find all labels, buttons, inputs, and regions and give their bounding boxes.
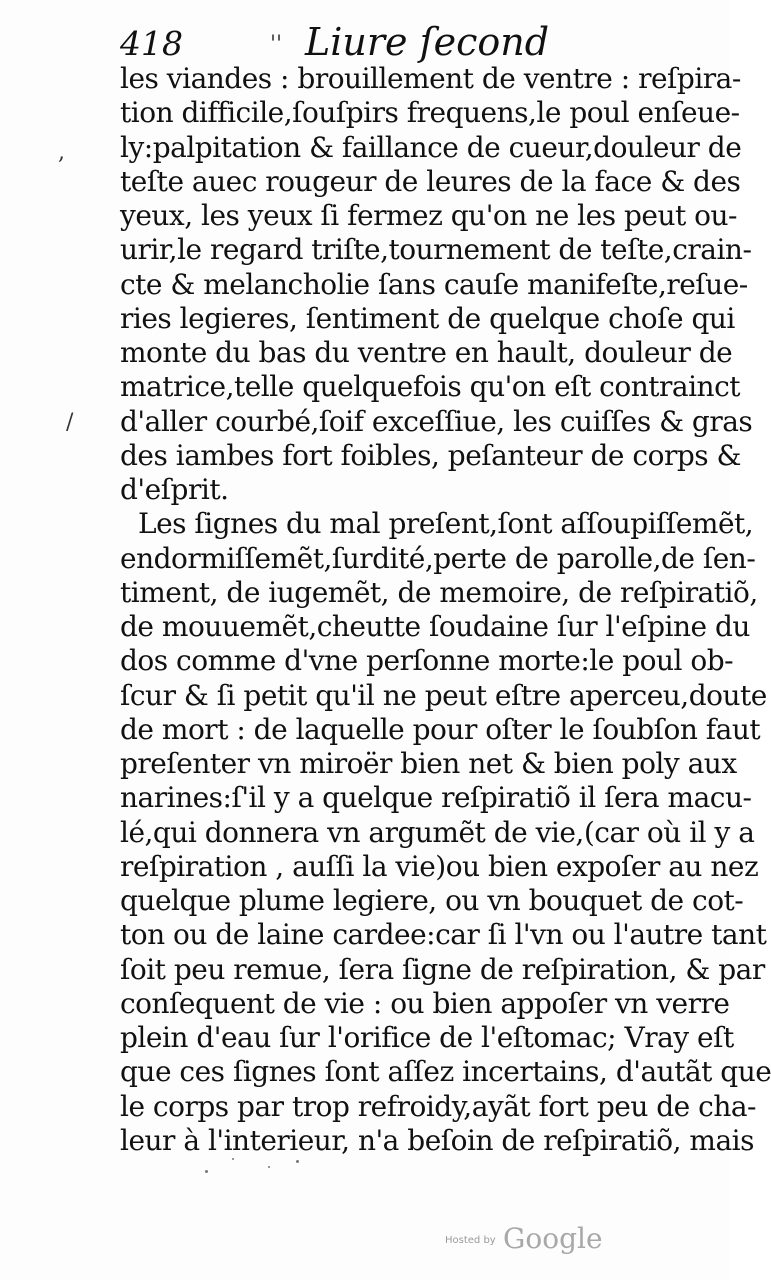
hosted-by-label: Hosted by (445, 1235, 496, 1246)
text-line: conſequent de vie : ou bien appoſer vn verre (120, 986, 730, 1020)
text-line: ly:palpitation & faillance de cueur,douleur de (120, 130, 742, 164)
text-line: leur à l'interieur, n'a beſoin de reſpiratiõ, mais (120, 1123, 754, 1157)
text-line: monte du bas du ventre en hault, douleur de (120, 336, 733, 369)
text-line: quelque plume legiere, ou vn bouquet de cot- (120, 884, 744, 917)
margin-mark-mid: / (66, 410, 74, 435)
text-line: que ces ſignes ſont aſſez incertains, d'autãt que (120, 1055, 771, 1089)
text-line: d'eſprit. (120, 473, 229, 506)
text-line: les viandes : brouillement de ventre : reſpira- (120, 62, 741, 95)
margin-mark-top: , (58, 140, 65, 165)
page-header (120, 18, 680, 66)
ink-speck (296, 1160, 299, 1163)
text-line: cte & melancholie ſans cauſe manifeſte,reſue- (120, 267, 748, 301)
text-line: teſte auec rougeur de leures de la face & des (120, 164, 741, 198)
ink-speck (205, 1170, 208, 1173)
ink-speck (232, 1158, 234, 1160)
text-line: lé,qui donnera vn argumẽt de vie,(car où il y a (120, 815, 755, 849)
text-line: timent, de iugemẽt, de memoire, de reſpiratiõ, (120, 575, 758, 609)
text-line: de mouuemẽt,cheutte ſoudaine ſur l'eſpine du (120, 610, 750, 643)
text-line: ſoit peu remue, ſera ſigne de reſpiration, & par (120, 952, 765, 986)
text-line: plein d'eau ſur l'orifice de l'eſtomac; Vray eſt (120, 1021, 734, 1054)
text-line: narines:ſ'il y a quelque reſpiratiõ il ſera macu- (120, 781, 752, 815)
hosted-by-google-credit (445, 1222, 645, 1256)
text-line: ries legieres, ſentiment de quelque choſe qui (120, 301, 735, 335)
text-line: endormiſſemẽt,ſurdité,perte de parolle,de ſen- (120, 541, 756, 575)
text-line: matrice,telle quelquefois qu'on eſt contrainct (120, 370, 741, 404)
paragraph-start-line: Les ſignes du mal preſent,ſont aſſoupiſſemẽt, (138, 507, 754, 541)
ink-speck (268, 1166, 270, 1168)
running-title: Liure ſecond (305, 20, 550, 64)
text-line: le corps par trop refroidy,ayãt fort peu de cha- (120, 1089, 757, 1123)
text-line: dos comme d'vne perſonne morte:le poul ob- (120, 644, 734, 678)
page-number: 418 (120, 24, 183, 63)
text-line: yeux, les yeux ſi fermez qu'on ne les peut ou- (120, 199, 738, 232)
header-ornament: '' (270, 32, 283, 57)
text-line: de mort : de laquelle pour oſter le ſoubſon faut (120, 712, 761, 746)
text-line: ton ou de laine cardee:car ſi l'vn ou l'autre tant (120, 918, 767, 952)
google-logo: Google (503, 1222, 603, 1255)
text-line: preſenter vn miroër bien net & bien poly aux (120, 747, 737, 780)
text-line: d'aller courbé,ſoif exceſſiue, les cuiſſes & gras (120, 404, 753, 438)
text-line: reſpiration , auſſi la vie)ou bien expoſer au nez (120, 849, 759, 883)
text-line: urir,le regard triſte,tournement de teſte,crain- (120, 233, 752, 267)
body-text (120, 62, 771, 1158)
text-line: ſcur & ſi petit qu'il ne peut eſtre aperceu,doute (120, 678, 767, 712)
text-line: des iambes fort foibles, peſanteur de corps & (120, 438, 741, 472)
text-line: tion difficile,ſouſpirs frequens,le poul enſeue- (120, 96, 740, 130)
